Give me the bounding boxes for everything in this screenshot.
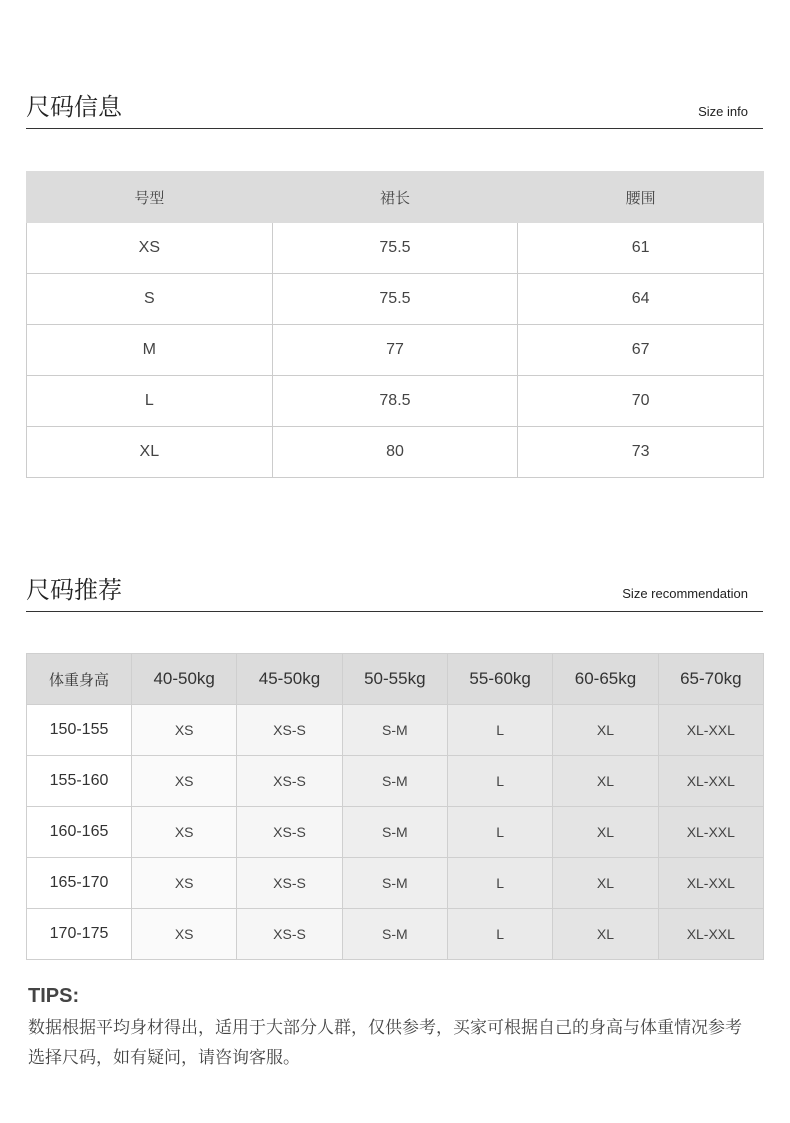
recommended-size-cell: XL-XXL (658, 705, 763, 756)
size-info-header (26, 90, 763, 129)
table-row (27, 274, 764, 325)
recommended-size-cell: L (447, 756, 552, 807)
skirt-length-cell: 75.5 (272, 274, 518, 325)
height-label: 150-155 (27, 705, 132, 756)
recommended-size-cell: XS (132, 858, 237, 909)
size-cell: XL (27, 427, 273, 478)
size-recommendation-header (26, 574, 763, 612)
recommended-size-cell: XL (553, 807, 658, 858)
recommended-size-cell: XL-XXL (658, 909, 763, 960)
size-table-header-row (27, 172, 764, 223)
size-cell: L (27, 376, 273, 427)
table-row (27, 376, 764, 427)
weight-header: 45-50kg (237, 654, 342, 705)
recommended-size-cell: S-M (342, 909, 447, 960)
skirt-length-cell: 78.5 (272, 376, 518, 427)
header-size-code: 号型 (27, 172, 273, 223)
waist-cell: 73 (518, 427, 764, 478)
table-row (27, 807, 764, 858)
recommended-size-cell: XL (553, 705, 658, 756)
weight-header: 65-70kg (658, 654, 763, 705)
recommended-size-cell: XS (132, 807, 237, 858)
header-skirt-length: 裙长 (272, 172, 518, 223)
recommended-size-cell: XS-S (237, 756, 342, 807)
skirt-length-cell: 75.5 (272, 223, 518, 274)
tips-text: 数据根据平均身材得出，适用于大部分人群，仅供参考，买家可根据自己的身高与体重情况参考选择尺码，如有疑问，请咨询客服。 (28, 1018, 742, 1068)
table-row (27, 427, 764, 478)
recommended-size-cell: XS (132, 756, 237, 807)
table-row (27, 858, 764, 909)
skirt-length-cell: 80 (272, 427, 518, 478)
size-recommendation-title: 尺码推荐 (26, 576, 122, 604)
recommended-size-cell: S-M (342, 756, 447, 807)
skirt-length-cell: 77 (272, 325, 518, 376)
size-cell: XS (27, 223, 273, 274)
size-recommendation-subtitle: Size recommendation (622, 586, 748, 601)
weight-header: 55-60kg (447, 654, 552, 705)
recommended-size-cell: XS (132, 705, 237, 756)
table-row (27, 756, 764, 807)
recommendation-header-row (27, 654, 764, 705)
recommended-size-cell: XL-XXL (658, 756, 763, 807)
header-waist: 腰围 (518, 172, 764, 223)
recommended-size-cell: XS (132, 909, 237, 960)
height-label: 160-165 (27, 807, 132, 858)
recommended-size-cell: XS-S (237, 858, 342, 909)
weight-header: 60-65kg (553, 654, 658, 705)
recommended-size-cell: XL (553, 909, 658, 960)
recommended-size-cell: XL-XXL (658, 807, 763, 858)
recommended-size-cell: XL-XXL (658, 858, 763, 909)
recommended-size-cell: XS-S (237, 909, 342, 960)
table-row (27, 705, 764, 756)
height-label: 165-170 (27, 858, 132, 909)
height-label: 155-160 (27, 756, 132, 807)
weight-header: 50-55kg (342, 654, 447, 705)
recommended-size-cell: XL (553, 858, 658, 909)
height-label: 170-175 (27, 909, 132, 960)
recommended-size-cell: XL (553, 756, 658, 807)
corner-label: 体重身高 (27, 654, 132, 705)
size-cell: S (27, 274, 273, 325)
waist-cell: 70 (518, 376, 764, 427)
size-recommendation-table (26, 653, 764, 960)
recommended-size-cell: L (447, 858, 552, 909)
recommended-size-cell: XS-S (237, 807, 342, 858)
size-info-table (26, 171, 764, 478)
recommended-size-cell: L (447, 807, 552, 858)
size-cell: M (27, 325, 273, 376)
recommended-size-cell: S-M (342, 858, 447, 909)
recommended-size-cell: S-M (342, 807, 447, 858)
recommended-size-cell: L (447, 909, 552, 960)
waist-cell: 61 (518, 223, 764, 274)
weight-header: 40-50kg (132, 654, 237, 705)
waist-cell: 64 (518, 274, 764, 325)
waist-cell: 67 (518, 325, 764, 376)
recommended-size-cell: XS-S (237, 705, 342, 756)
table-row (27, 325, 764, 376)
size-info-subtitle: Size info (698, 104, 748, 119)
size-info-title: 尺码信息 (26, 93, 122, 121)
table-row (27, 223, 764, 274)
tips-title: TIPS: (28, 985, 80, 1007)
table-row (27, 909, 764, 960)
recommended-size-cell: L (447, 705, 552, 756)
recommended-size-cell: S-M (342, 705, 447, 756)
